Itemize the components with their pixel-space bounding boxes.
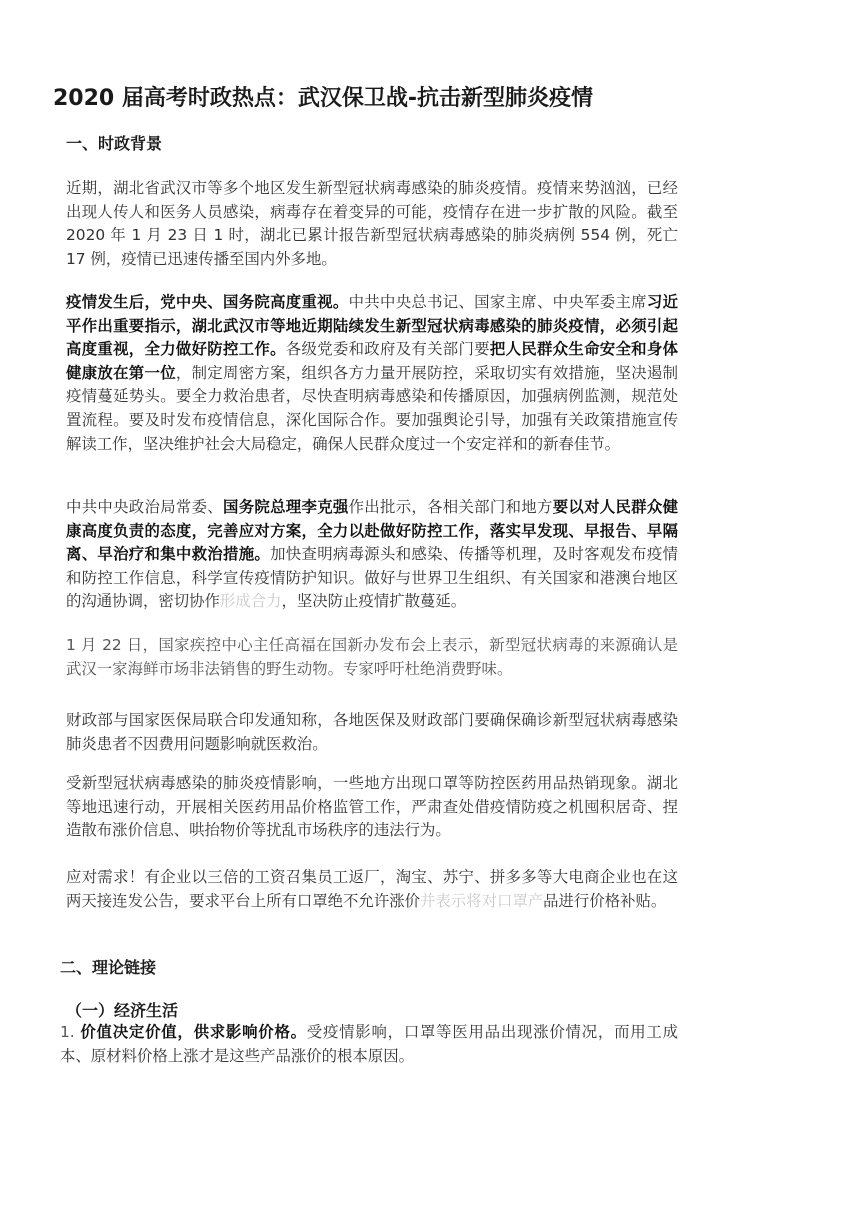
bold-text: 疫情发生后，党中央、国务院高度重视。 (66, 293, 349, 311)
paragraph-value-and-price (60, 1021, 678, 1068)
paragraph-central-directive (66, 291, 678, 456)
text: 品进行价格补贴。 (543, 891, 667, 910)
faint-text: 形成合力 (219, 592, 282, 611)
paragraph-virus-source: 1 月 22 日，国家疾控中心主任高福在国新办发布会上表示，新型冠状病毒的来源确认是武汉一家海鲜市场非法销售的野生动物。专家呼吁杜绝消费野味。 (66, 636, 678, 678)
paragraph-medical-insurance: 财政部与国家医保局联合印发通知称，各地医保及财政部门要确保确诊新型冠状病毒感染肺炎患者不因费用问题影响就医救治。 (66, 711, 678, 753)
text: 中共中央总书记、国家主席、中央军委主席 (348, 293, 647, 311)
bold-text: 价值决定价值，供求影响价格。 (80, 1023, 307, 1041)
bold-text: 把人民群众生命安全和身体健康放在第一位 (66, 340, 678, 382)
text: ，制定周密方案，组织各方力量开展防控，采取切实有效措施，坚决遏制疫情蔓延势头。要全力救治患者，尽快查明病毒感染和传播原因，加强病例监测，规范处置流程。要及时发布疫情信息，深化国际合作。要加强舆论引导，加强有关政策措施宣传解读工作，坚决维护社会大局稳定，确保人民群众度过一个安定祥和的新春佳节。 (66, 363, 678, 453)
text: ，坚决防止疫情扩散蔓延。 (281, 592, 467, 611)
bold-text: 要以对人民群众健康高度负责的态度，完善应对方案，全力以赴做好防控工作，落实早发现、早报告、早隔离、早治疗和集中救治措施。 (66, 498, 678, 564)
document-title: 2020 届高考时政热点：武汉保卫战-抗击新型肺炎疫情 (53, 86, 594, 111)
faint-text: 并表示将对口罩产 (420, 891, 544, 910)
bold-text: 国务院总理李克强 (223, 498, 349, 516)
text: 作出批示，各相关部门和地方 (348, 498, 553, 516)
section-heading-background: 一、时政背景 (66, 134, 163, 153)
section-heading-theory: 二、理论链接 (60, 958, 157, 977)
text: 受疫情影响，口罩等医用品出现涨价情况，而用工成本、原材料价格上涨才是这些产品涨价的根本原因。 (60, 1023, 678, 1065)
paragraph-outbreak-overview: 近期，湖北省武汉市等多个地区发生新型冠状病毒感染的肺炎疫情。疫情来势汹汹，已经出现人传人和医务人员感染，病毒存在着变异的可能，疫情存在进一步扩散的风险。截至 2020 年 1 月 23 日 1 时，湖北已累计报告新型冠状病毒感染的肺炎病例 554 例，死亡 17 例，疫情已迅速传播至国内外多地。 (66, 179, 678, 268)
bold-text: 习近平作出重要指示，湖北武汉市等地近期陆续发生新型冠状病毒感染的肺炎疫情，必须引起高度重视，全力做好防控工作。 (66, 293, 678, 359)
subsection-heading-economic-life: （一）经济生活 (66, 1001, 179, 1020)
paragraph-premier-instruction (66, 496, 678, 614)
text: 各级党委和政府及有关部门要 (285, 340, 490, 359)
list-number: 1. (60, 1023, 75, 1041)
text: 中共中央政治局常委、 (66, 498, 223, 516)
text: 应对需求！有企业以三倍的工资召集员工返厂，淘宝、苏宁、拼多多等大电商企业也在这两天接连发公告，要求平台上所有口罩绝不允许涨价 (66, 868, 678, 910)
paragraph-price-supervision: 受新型冠状病毒感染的肺炎疫情影响，一些地方出现口罩等防控医药用品热销现象。湖北等地迅速行动，开展相关医药用品价格监管工作，严肃查处借疫情防疫之机囤积居奇、捏造散布涨价信息、哄抬物价等扰乱市场秩序的违法行为。 (66, 774, 678, 840)
text: 加快查明病毒源头和感染、传播等机理，及时客观发布疫情和防控工作信息，科学宣传疫情防护知识。做好与世界卫生组织、有关国家和港澳台地区的沟通协调，密切协作 (66, 545, 678, 611)
paragraph-mask-supply (66, 866, 678, 913)
